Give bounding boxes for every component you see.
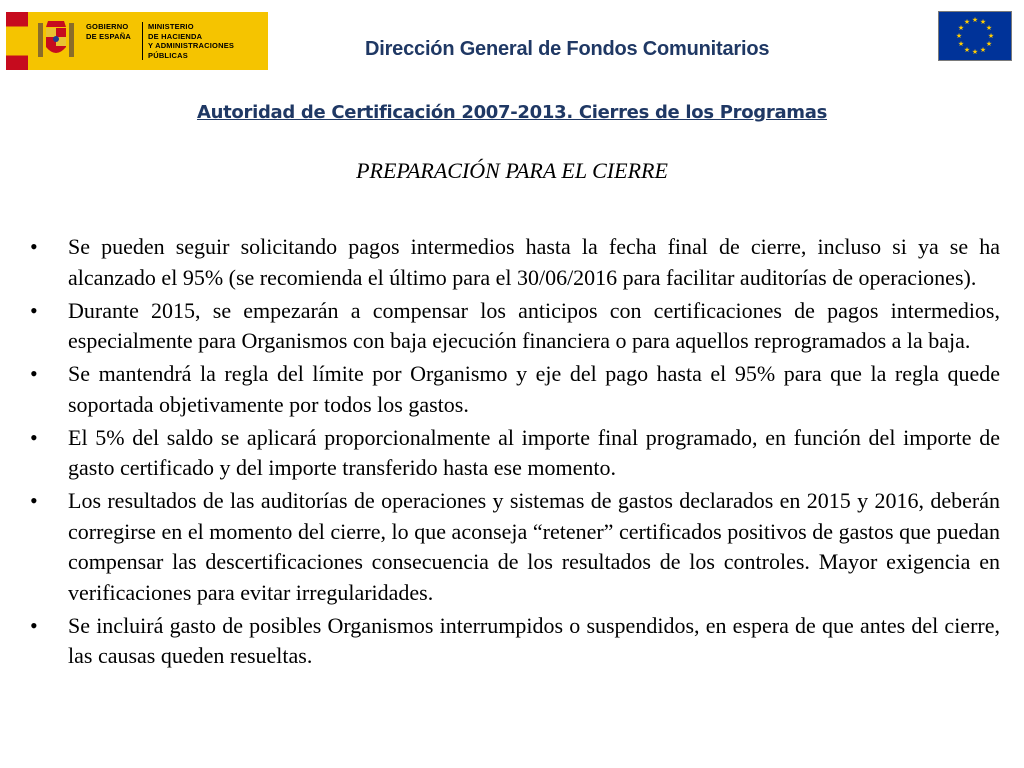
svg-text:★: ★ [957, 40, 965, 48]
svg-text:★: ★ [971, 16, 979, 24]
list-item-text: Los resultados de las auditorías de operaciones y sistemas de gastos declarados en 2015 y 2016, deberán corregirse en el momento del cierre, lo que aconseja “retener” certificados positivos de gastos que puedan compensar las descertificaciones consecuencia de los resultados de los controles. Mayor exigencia en verificaciones para evitar irregularidades. [68, 488, 1000, 605]
header-title: Dirección General de Fondos Comunitarios [365, 38, 770, 60]
eu-flag-icon [938, 11, 1012, 61]
list-item-text: Durante 2015, se empezarán a compensar los anticipos con certificaciones de pagos intermedios, especialmente para Organismos con baja ejecución financiera o para aquellos reprogramados a la baja. [68, 297, 1000, 353]
list-item [30, 232, 1000, 293]
logo-divider [142, 22, 143, 60]
svg-text:★: ★ [979, 18, 987, 26]
list-item-text: Se incluirá gasto de posibles Organismos interrumpidos o suspendidos, en espera de que antes del cierre, las causas queden resueltas. [68, 612, 1000, 668]
bullet-icon: • [30, 297, 38, 323]
gobierno-logo [6, 12, 268, 70]
list-item-text: Se pueden seguir solicitando pagos intermedios hasta la fecha final de cierre, incluso si ya se ha alcanzado el 95% (se recomienda el último para el 30/06/2016 para facilitar auditorías de operaciones). [68, 234, 1000, 290]
spain-flag-icon [6, 12, 28, 70]
svg-text:★: ★ [957, 24, 965, 32]
bullet-list [30, 232, 1000, 674]
bullet-icon: • [30, 612, 38, 638]
svg-text:★: ★ [979, 46, 987, 54]
ministerio-label: MINISTERIO DE HACIENDA Y ADMINISTRACIONES PÚBLICAS [148, 22, 235, 60]
svg-text:★: ★ [955, 32, 963, 40]
svg-text:★: ★ [987, 32, 995, 40]
bullet-icon: • [30, 488, 38, 513]
list-item-text: Se mantendrá la regla del límite por Organismo y eje del pago hasta el 95% para que la regla quede soportada objetivamente por todos los gastos. [68, 361, 1000, 417]
coat-of-arms-icon [36, 17, 76, 65]
svg-text:★: ★ [985, 24, 993, 32]
list-item-text: El 5% del saldo se aplicará proporcionalmente al importe final programado, en función del importe de gasto certificado y del importe transferido hasta ese momento. [68, 424, 1000, 480]
svg-text:★: ★ [963, 46, 971, 54]
bullet-icon: • [30, 361, 38, 386]
svg-text:★: ★ [985, 40, 993, 48]
list-item [30, 423, 1000, 484]
list-item [30, 359, 1000, 420]
gobierno-label: GOBIERNO DE ESPAÑA [86, 22, 132, 41]
svg-text:★: ★ [971, 48, 979, 56]
list-item [30, 611, 1000, 672]
document-subtitle: Autoridad de Certificación 2007-2013. Cierres de los Programas [196, 102, 828, 123]
bullet-icon: • [30, 424, 38, 450]
section-title: PREPARACIÓN PARA EL CIERRE [356, 158, 668, 183]
list-item [30, 296, 1000, 357]
bullet-icon: • [30, 234, 38, 259]
list-item [30, 486, 1000, 608]
svg-text:★: ★ [963, 18, 971, 26]
